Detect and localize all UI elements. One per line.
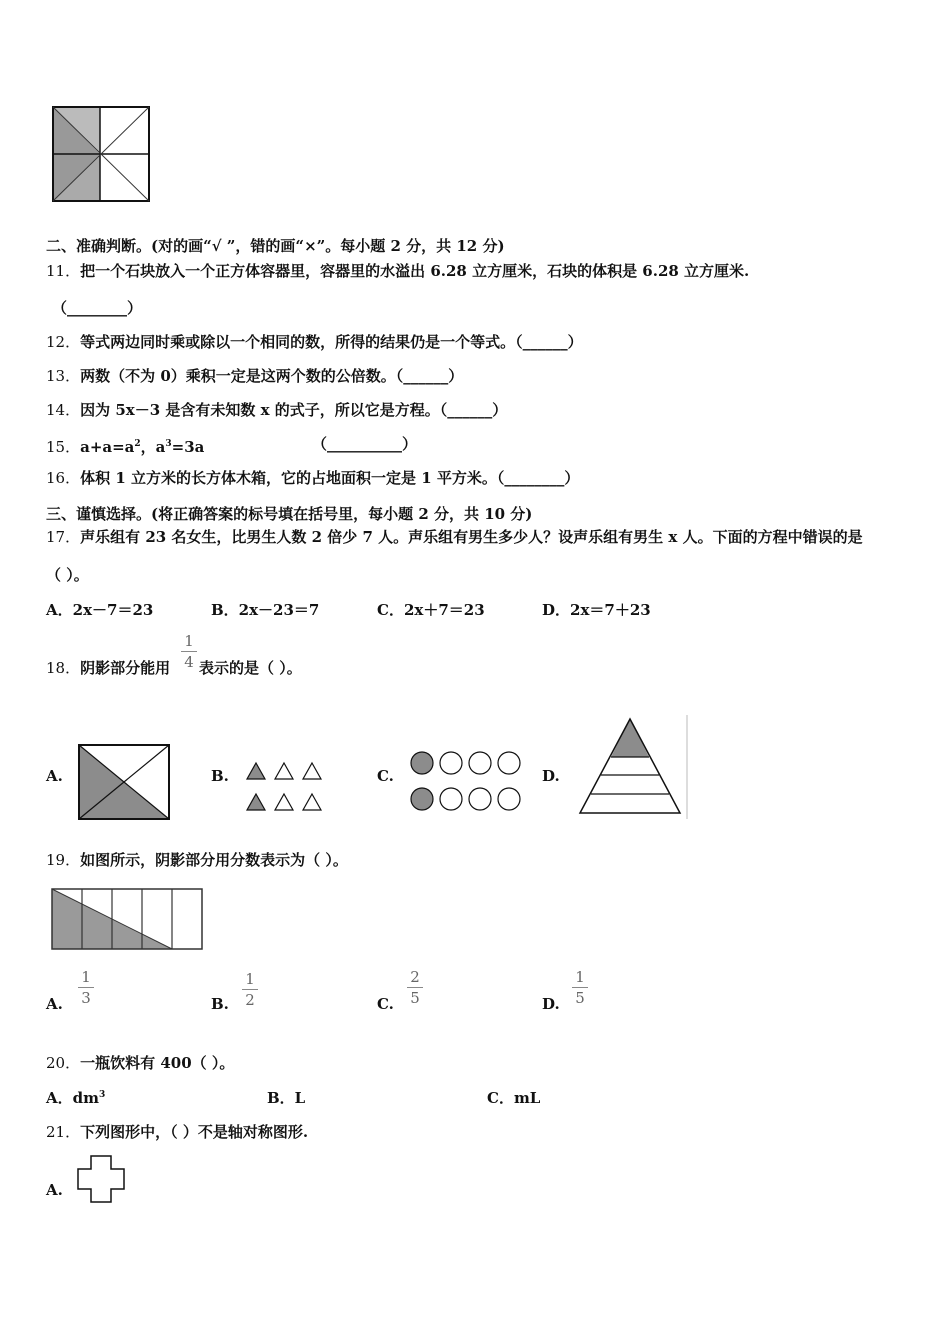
fraction-option-c[interactable] bbox=[407, 968, 423, 1007]
question-text: 体积 1 立方米的长方体木箱，它的占地面积一定是 1 平方米。（________） bbox=[80, 469, 580, 487]
question-17 bbox=[46, 527, 863, 547]
question-11 bbox=[46, 261, 749, 281]
option-b-label[interactable]: B. bbox=[211, 995, 229, 1013]
numerator: 2 bbox=[410, 968, 420, 986]
fraction-one-quarter bbox=[181, 632, 197, 671]
question-number: 12． bbox=[46, 333, 81, 351]
question-text: a+a=a bbox=[80, 438, 135, 456]
option-d-label[interactable]: D. bbox=[542, 995, 560, 1013]
question-text: 把一个石块放入一个正方体容器里，容器里的水溢出 6.28 立方厘米，石块的体积是 6.28 立方厘米. bbox=[80, 262, 750, 280]
option-c-label[interactable]: C. bbox=[377, 767, 394, 785]
bar-strip-figure bbox=[51, 888, 205, 952]
question-number: 17． bbox=[46, 528, 81, 546]
question-21 bbox=[46, 1122, 308, 1142]
question-13 bbox=[46, 366, 463, 386]
question-number: 13． bbox=[46, 367, 81, 385]
question-number: 14． bbox=[46, 401, 81, 419]
option-d-label[interactable]: D. bbox=[542, 767, 560, 785]
question-text: 如图所示，阴影部分用分数表示为（ ）。 bbox=[80, 851, 348, 869]
numerator: 1 bbox=[81, 968, 91, 986]
denominator: 4 bbox=[184, 653, 194, 671]
option-b[interactable]: B．2x－23＝7 bbox=[211, 601, 320, 619]
fraction-option-b[interactable] bbox=[242, 970, 258, 1009]
answer-blank-11[interactable]: （________） bbox=[52, 299, 143, 317]
question-number: 18． bbox=[46, 659, 81, 677]
denominator: 3 bbox=[81, 989, 91, 1007]
option-a[interactable] bbox=[46, 1087, 105, 1108]
option-c-label[interactable]: C. bbox=[377, 995, 394, 1013]
question-number: 15． bbox=[46, 438, 81, 456]
option-b-label[interactable]: B. bbox=[211, 767, 229, 785]
section-3-title: 三、谨慎选择。(将正确答案的标号填在括号里，每小题 2 分，共 10 分) bbox=[46, 505, 533, 523]
question-16 bbox=[46, 468, 579, 488]
numerator: 1 bbox=[184, 632, 194, 650]
question-text: 下列图形中，（ ）不是轴对称图形. bbox=[80, 1123, 309, 1141]
option-a[interactable]: A．2x－7＝23 bbox=[46, 601, 154, 619]
triangles-figure bbox=[244, 760, 326, 816]
option-b[interactable]: B．L bbox=[267, 1089, 306, 1107]
question-15 bbox=[46, 434, 204, 457]
question-number: 21． bbox=[46, 1123, 81, 1141]
fraction-option-a[interactable] bbox=[78, 968, 94, 1007]
question-19 bbox=[46, 850, 348, 870]
question-18 bbox=[46, 658, 170, 678]
rectangle-diagonals-figure bbox=[78, 744, 170, 820]
question-text: ，a bbox=[140, 438, 166, 456]
question-number: 20． bbox=[46, 1054, 81, 1072]
question-number: 19． bbox=[46, 851, 81, 869]
fraction-option-d[interactable] bbox=[572, 968, 588, 1007]
option-c[interactable]: C．mL bbox=[487, 1089, 541, 1107]
superscript: 3 bbox=[99, 1090, 106, 1100]
question-text: =3a bbox=[171, 438, 205, 456]
question-text: 因为 5x－3 是含有未知数 x 的式子，所以它是方程。（______） bbox=[80, 401, 508, 419]
numerator: 1 bbox=[245, 970, 255, 988]
question-text: 等式两边同时乘或除以一个相同的数，所得的结果仍是一个等式。（______） bbox=[80, 333, 583, 351]
answer-blank-15[interactable]: （__________） bbox=[312, 435, 418, 453]
numerator: 1 bbox=[575, 968, 585, 986]
question-20 bbox=[46, 1053, 234, 1073]
circles-figure bbox=[408, 750, 526, 814]
option-d[interactable]: D．2x＝7＋23 bbox=[542, 601, 651, 619]
option-a-label[interactable]: A. bbox=[46, 995, 63, 1013]
question-number: 16． bbox=[46, 469, 81, 487]
question-text: 声乐组有 23 名女生，比男生人数 2 倍少 7 人。声乐组有男生多少人？设声乐组有男生 x 人。下面的方程中错误的是 bbox=[80, 528, 863, 546]
question-12 bbox=[46, 332, 583, 352]
question-text: 一瓶饮料有 400（ ）。 bbox=[80, 1054, 235, 1072]
option-a-label[interactable]: A. bbox=[46, 1181, 63, 1199]
question-text: 阴影部分能用 bbox=[80, 659, 171, 677]
denominator: 5 bbox=[575, 989, 585, 1007]
option-a-label[interactable]: A. bbox=[46, 767, 63, 785]
question-number: 11． bbox=[46, 262, 81, 280]
triangle-stripes-figure bbox=[576, 715, 690, 821]
square-diagram bbox=[52, 106, 150, 202]
cross-shape-figure bbox=[76, 1155, 126, 1203]
denominator: 2 bbox=[245, 991, 255, 1009]
superscript: 2 bbox=[134, 439, 141, 449]
superscript: 3 bbox=[165, 439, 172, 449]
answer-paren-17[interactable]: （ ）。 bbox=[46, 566, 89, 584]
question-text: 两数（不为 0）乘积一定是这两个数的公倍数。（______） bbox=[80, 367, 464, 385]
question-18-tail: 表示的是（ ）。 bbox=[199, 659, 302, 677]
question-14 bbox=[46, 400, 507, 420]
denominator: 5 bbox=[410, 989, 420, 1007]
option-c[interactable]: C．2x＋7＝23 bbox=[377, 601, 485, 619]
section-2-title: 二、准确判断。(对的画“√ ”，错的画“×”。每小题 2 分，共 12 分) bbox=[46, 237, 505, 255]
option-text: A．dm bbox=[46, 1089, 99, 1107]
